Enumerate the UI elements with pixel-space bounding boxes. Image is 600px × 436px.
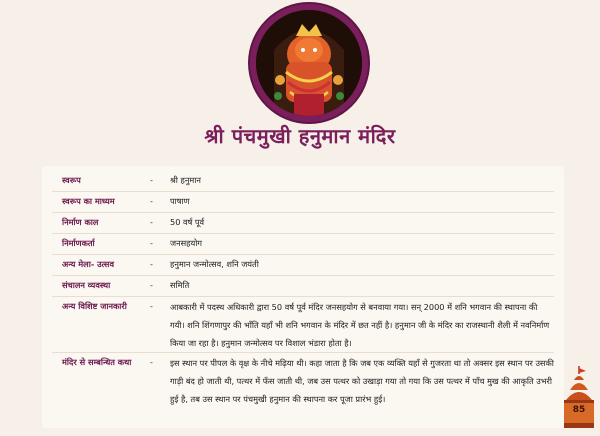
- info-value: हनुमान जन्मोत्सव, शनि जयंती: [170, 259, 259, 269]
- separator-dash: -: [150, 217, 153, 227]
- info-label: निर्माण काल: [62, 217, 99, 227]
- info-value: 50 वर्ष पूर्व: [170, 217, 205, 227]
- info-value: पाषाण: [170, 196, 190, 206]
- info-label: स्वरूप का माध्यम: [62, 196, 115, 206]
- page-number: 85: [572, 405, 586, 415]
- separator-dash: -: [150, 175, 153, 185]
- divider: [52, 233, 554, 234]
- info-label: स्वरूप: [62, 175, 81, 185]
- temple-photo-frame: [250, 4, 368, 122]
- separator-dash: -: [150, 259, 153, 269]
- info-label: अन्य मेला- उत्सव: [62, 259, 115, 269]
- divider: [52, 296, 554, 297]
- separator-dash: -: [150, 238, 153, 248]
- divider: [52, 191, 554, 192]
- info-value: इस स्थान पर पीपल के वृक्ष के नीचे मढ़िया थी। कहा जाता है कि जब एक व्यक्ति यहाँ से गुजरता था तो अक्सर इस स्थान पर उसकी गाड़ी बंद हो जाती थी, पत्थर में फँस जाती थी, जब उस पत्थर को उखाड़ा गया तो गया कि उस पत्थर में पाँच मुख की आकृति उभरी हुई है, तब उस स्थान पर पंचमुखी हनुमान की स्थापना कर पूजा प्रारंभ हुई।: [170, 358, 554, 404]
- info-value: समिति: [170, 280, 190, 290]
- info-label: अन्य विशिष्ट जानकारी: [62, 301, 127, 311]
- info-value: जनसहयोग: [170, 238, 202, 248]
- divider: [52, 352, 554, 353]
- info-label: संचालन व्यवस्था: [62, 280, 111, 290]
- info-value: श्री हनुमान: [170, 175, 201, 185]
- divider: [52, 275, 554, 276]
- info-label: मंदिर से सम्बन्धित कथा: [62, 357, 132, 367]
- separator-dash: -: [150, 280, 153, 290]
- info-label: निर्माणकर्ता: [62, 238, 95, 248]
- separator-dash: -: [150, 301, 153, 311]
- hanuman-idol-photo: [256, 10, 362, 116]
- separator-dash: -: [150, 357, 153, 367]
- page-title: श्री पंचमुखी हनुमान मंदिर: [204, 124, 396, 148]
- divider: [52, 212, 554, 213]
- temple-info-table: [42, 166, 564, 428]
- temple-icon: [562, 366, 596, 428]
- separator-dash: -: [150, 196, 153, 206]
- divider: [52, 254, 554, 255]
- info-value: आबकारी में पदस्थ अधिकारी द्वारा 50 वर्ष पूर्व मंदिर जनसहयोग से बनवाया गया। सन् 2000 में शनि भगवान की स्थापना की गयी। शनि शिंगणापुर की भाँति यहाँ भी शनि भगवान के मंदिर में छत नहीं है। हनुमान जी के मंदिर का राजस्थानी शैली में नवनिर्माण किया जा रहा है। हनुमान जन्मोत्सव पर विशाल भंडारा होता है।: [170, 302, 550, 348]
